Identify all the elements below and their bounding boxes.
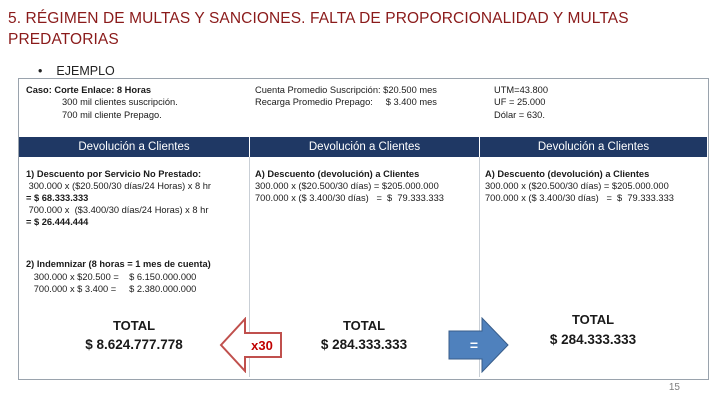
col1-line: = $ 26.444.444 bbox=[26, 217, 89, 227]
col3-line: 700.000 x ($ 3.400/30 días) = $ 79.333.333 bbox=[485, 193, 674, 203]
arrow-equals-label: = bbox=[469, 337, 479, 353]
left-arrow-icon bbox=[219, 317, 283, 373]
col1-line: 300.000 x ($20.500/30 días/24 Horas) x 8 hr bbox=[26, 181, 212, 191]
column-header-3: Devolución a Clientes bbox=[480, 137, 707, 157]
case-line-2: 300 mil clientes suscripción. bbox=[62, 97, 178, 107]
case-right-3: Dólar = 630. bbox=[494, 110, 545, 120]
case-right-1: UTM=43.800 bbox=[494, 85, 549, 95]
col1-total-label: TOTAL bbox=[112, 318, 156, 333]
col1-section-b-title: 2) Indemnizar (8 horas = 1 mes de cuenta) bbox=[26, 259, 211, 269]
col2-title: A) Descuento (devolución) a Clientes bbox=[255, 169, 420, 179]
col1-line: 300.000 x $20.500 = $ 6.150.000.000 bbox=[26, 272, 197, 282]
right-arrow-icon bbox=[448, 317, 510, 373]
col3-line: 300.000 x ($20.500/30 días) = $205.000.000 bbox=[485, 181, 669, 191]
arrow-multiplier-label: x30 bbox=[251, 338, 273, 353]
col2-line: 700.000 x ($ 3.400/30 días) = $ 79.333.333 bbox=[255, 193, 444, 203]
col1-line: = $ 68.333.333 bbox=[26, 193, 89, 203]
col2-line: 300.000 x ($20.500/30 días) = $205.000.000 bbox=[255, 181, 439, 191]
column-header-1: Devolución a Clientes bbox=[19, 137, 249, 157]
case-right-2: UF = 25.000 bbox=[494, 97, 546, 107]
col1-total-value: $ 8.624.777.778 bbox=[85, 337, 183, 352]
slide-title: 5. RÉGIMEN DE MULTAS Y SANCIONES. FALTA DE PROPORCIONALIDAD Y MULTAS PREDATORIAS bbox=[8, 10, 629, 48]
col3-title: A) Descuento (devolución) a Clientes bbox=[485, 169, 650, 179]
bullet-item bbox=[38, 64, 115, 78]
column-header-2: Devolución a Clientes bbox=[250, 137, 479, 157]
case-middle-1: Cuenta Promedio Suscripción: $20.500 mes bbox=[255, 85, 437, 95]
col3-total-label: TOTAL bbox=[571, 312, 615, 327]
bullet-dot-icon: • bbox=[38, 64, 43, 78]
case-line-1: Caso: Corte Enlace: 8 Horas bbox=[26, 85, 152, 95]
col3-total-value: $ 284.333.333 bbox=[549, 332, 637, 347]
col2-total-label: TOTAL bbox=[342, 318, 386, 333]
col1-line: 700.000 x $ 3.400 = $ 2.380.000.000 bbox=[26, 284, 197, 294]
col1-line: 700.000 x ($3.400/30 días/24 Horas) x 8 hr bbox=[26, 205, 209, 215]
bullet-text: EJEMPLO bbox=[56, 64, 115, 78]
slide-number: 15 bbox=[668, 382, 680, 393]
case-line-3: 700 mil cliente Prepago. bbox=[62, 110, 162, 120]
col2-total-value: $ 284.333.333 bbox=[320, 337, 408, 352]
case-middle-2: Recarga Promedio Prepago: $ 3.400 mes bbox=[255, 97, 437, 107]
col1-section-a-title: 1) Descuento por Servicio No Prestado: bbox=[26, 169, 202, 179]
